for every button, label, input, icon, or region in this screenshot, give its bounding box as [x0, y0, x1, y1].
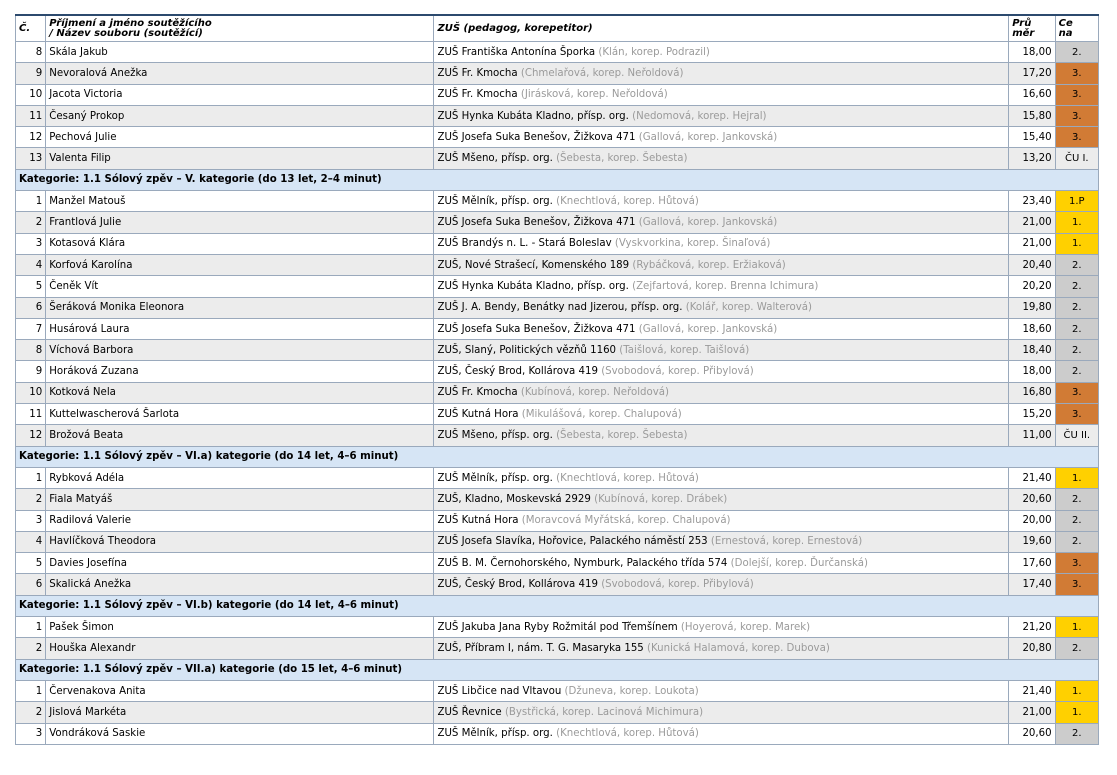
prize-badge: 3.: [1055, 105, 1098, 126]
teacher-info: (Ernestová, korep. Ernestová): [710, 536, 863, 548]
prize-badge: 1.P: [1055, 191, 1098, 212]
contestant-name: Česaný Prokop: [46, 105, 434, 126]
school-cell: [434, 84, 1009, 105]
average-score: 21,40: [1009, 467, 1055, 488]
average-score: 21,00: [1009, 212, 1055, 233]
school-cell: [434, 531, 1009, 552]
average-score: 23,40: [1009, 191, 1055, 212]
school-cell: [434, 191, 1009, 212]
average-score: 21,00: [1009, 233, 1055, 254]
table-row: [16, 191, 1099, 212]
teacher-info: (Bystřická, korep. Lacinová Michimura): [504, 706, 704, 718]
school-name: ZUŠ Mšeno, přísp. org.: [437, 153, 553, 165]
table-row: [16, 233, 1099, 254]
school-name: ZUŠ Josefa Suka Benešov, Žižkova 471: [437, 323, 636, 335]
school-cell: [434, 42, 1009, 63]
entry-number: 8: [16, 42, 46, 63]
prize-badge: 1.: [1055, 212, 1098, 233]
entry-number: 5: [16, 276, 46, 297]
average-score: 18,60: [1009, 318, 1055, 339]
prize-badge: 2.: [1055, 276, 1098, 297]
prize-badge: 3.: [1055, 574, 1098, 595]
school-name: ZUŠ, Nové Strašecí, Komenského 189: [437, 259, 630, 271]
table-row: [16, 489, 1099, 510]
table-row: [16, 340, 1099, 361]
teacher-info: (Gallová, korep. Jankovská): [638, 323, 778, 335]
table-row: [16, 361, 1099, 382]
teacher-info: (Chmelařová, korep. Neřoldová): [520, 67, 684, 79]
average-score: 20,40: [1009, 254, 1055, 275]
col-header-number: Č.: [16, 15, 46, 42]
prize-badge: 3.: [1055, 382, 1098, 403]
school-name: ZUŠ, Český Brod, Kollárova 419: [437, 579, 598, 591]
school-name: ZUŠ Mělník, přísp. org.: [437, 728, 553, 740]
category-row: [16, 659, 1099, 680]
average-score: 20,60: [1009, 489, 1055, 510]
school-cell: [434, 489, 1009, 510]
teacher-info: (Taišlová, korep. Taišlová): [619, 344, 750, 356]
entry-number: 10: [16, 84, 46, 105]
average-score: 18,00: [1009, 42, 1055, 63]
entry-number: 4: [16, 254, 46, 275]
school-name: ZUŠ J. A. Bendy, Benátky nad Jizerou, přísp. org.: [437, 302, 683, 314]
teacher-info: (Kubínová, korep. Neřoldová): [520, 387, 670, 399]
entry-number: 1: [16, 467, 46, 488]
contestant-name: Manžel Matouš: [46, 191, 434, 212]
contestant-name: Čeněk Vít: [46, 276, 434, 297]
prize-badge: 3.: [1055, 553, 1098, 574]
average-score: 20,20: [1009, 276, 1055, 297]
contestant-name: Havlíčková Theodora: [46, 531, 434, 552]
average-score: 21,00: [1009, 702, 1055, 723]
category-label: Kategorie: 1.1 Sólový zpěv – VI.a) kategorie (do 14 let, 4–6 minut): [16, 446, 1099, 467]
entry-number: 11: [16, 105, 46, 126]
entry-number: 4: [16, 531, 46, 552]
school-name: ZUŠ Jakuba Jana Ryby Rožmitál pod Třemšínem: [437, 621, 678, 633]
table-row: [16, 553, 1099, 574]
entry-number: 6: [16, 297, 46, 318]
teacher-info: (Džuneva, korep. Loukota): [564, 685, 699, 697]
average-score: 20,00: [1009, 510, 1055, 531]
category-label: Kategorie: 1.1 Sólový zpěv – VII.a) kategorie (do 15 let, 4–6 minut): [16, 659, 1099, 680]
table-row: [16, 680, 1099, 701]
prize-badge: ČU I.: [1055, 148, 1098, 169]
prize-badge: 1.: [1055, 702, 1098, 723]
entry-number: 5: [16, 553, 46, 574]
entry-number: 10: [16, 382, 46, 403]
entry-number: 13: [16, 148, 46, 169]
teacher-info: (Mikulášová, korep. Chalupová): [521, 408, 682, 420]
prize-badge: 2.: [1055, 531, 1098, 552]
teacher-info: (Jirásková, korep. Neřoldová): [520, 89, 668, 101]
prize-badge: 2.: [1055, 723, 1098, 744]
table-row: [16, 382, 1099, 403]
average-score: 19,80: [1009, 297, 1055, 318]
teacher-info: (Kolář, korep. Walterová): [685, 302, 812, 314]
school-cell: [434, 318, 1009, 339]
contestant-name: Valenta Filip: [46, 148, 434, 169]
average-score: 16,80: [1009, 382, 1055, 403]
contestant-name: Frantlová Julie: [46, 212, 434, 233]
table-row: [16, 42, 1099, 63]
average-score: 21,40: [1009, 680, 1055, 701]
school-cell: [434, 212, 1009, 233]
entry-number: 9: [16, 63, 46, 84]
teacher-info: (Šebesta, korep. Šebesta): [556, 429, 688, 441]
teacher-info: (Klán, korep. Podrazil): [598, 46, 710, 58]
average-score: 18,00: [1009, 361, 1055, 382]
contestant-name: Kotasová Klára: [46, 233, 434, 254]
table-header-row: [16, 15, 1099, 42]
table-row: [16, 254, 1099, 275]
school-cell: [434, 63, 1009, 84]
school-cell: [434, 105, 1009, 126]
table-row: [16, 276, 1099, 297]
school-cell: [434, 404, 1009, 425]
school-name: ZUŠ Hynka Kubáta Kladno, přísp. org.: [437, 280, 629, 292]
school-cell: [434, 574, 1009, 595]
school-name: ZUŠ, Kladno, Moskevská 2929: [437, 493, 591, 505]
contestant-name: Radilová Valerie: [46, 510, 434, 531]
average-score: 16,60: [1009, 84, 1055, 105]
entry-number: 11: [16, 404, 46, 425]
contestant-name: Fiala Matyáš: [46, 489, 434, 510]
entry-number: 1: [16, 617, 46, 638]
school-cell: [434, 702, 1009, 723]
average-score: 15,80: [1009, 105, 1055, 126]
prize-badge: 2.: [1055, 340, 1098, 361]
teacher-info: (Moravcová Myřátská, korep. Chalupová): [521, 515, 731, 527]
teacher-info: (Vyskvorkina, korep. Šinaľová): [614, 238, 771, 250]
col-header-school: ZUŠ (pedagog, korepetitor): [434, 15, 1009, 42]
teacher-info: (Gallová, korep. Jankovská): [638, 217, 778, 229]
contestant-name: Husárová Laura: [46, 318, 434, 339]
teacher-info: (Šebesta, korep. Šebesta): [556, 153, 688, 165]
school-cell: [434, 510, 1009, 531]
table-row: [16, 723, 1099, 744]
entry-number: 2: [16, 489, 46, 510]
school-name: ZUŠ Libčice nad Vltavou: [437, 685, 562, 697]
entry-number: 2: [16, 702, 46, 723]
school-cell: [434, 723, 1009, 744]
contestant-name: Brožová Beata: [46, 425, 434, 446]
school-name: ZUŠ Řevnice: [437, 706, 502, 718]
entry-number: 3: [16, 510, 46, 531]
average-score: 15,40: [1009, 127, 1055, 148]
table-row: [16, 467, 1099, 488]
teacher-info: (Hoyerová, korep. Marek): [680, 621, 811, 633]
entry-number: 3: [16, 233, 46, 254]
prize-badge: 2.: [1055, 489, 1098, 510]
prize-badge: 2.: [1055, 297, 1098, 318]
results-body: [16, 42, 1099, 745]
school-name: ZUŠ Josefa Suka Benešov, Žižkova 471: [437, 131, 636, 143]
average-score: 13,20: [1009, 148, 1055, 169]
contestant-name: Červenakova Anita: [46, 680, 434, 701]
average-score: 20,60: [1009, 723, 1055, 744]
teacher-info: (Nedomová, korep. Hejral): [632, 110, 767, 122]
contestant-name: Kuttelwascherová Šarlota: [46, 404, 434, 425]
entry-number: 7: [16, 318, 46, 339]
category-row: [16, 595, 1099, 616]
table-row: [16, 404, 1099, 425]
school-cell: [434, 127, 1009, 148]
prize-badge: 3.: [1055, 84, 1098, 105]
entry-number: 2: [16, 212, 46, 233]
school-name: ZUŠ Mělník, přísp. org.: [437, 195, 553, 207]
school-name: ZUŠ Josefa Suka Benešov, Žižkova 471: [437, 217, 636, 229]
school-name: ZUŠ B. M. Černohorského, Nymburk, Palackého třída 574: [437, 557, 728, 569]
school-name: ZUŠ Brandýs n. L. - Stará Boleslav: [437, 238, 612, 250]
teacher-info: (Dolejší, korep. Ďurčanská): [730, 557, 868, 569]
average-score: 21,20: [1009, 617, 1055, 638]
school-cell: [434, 297, 1009, 318]
table-row: [16, 617, 1099, 638]
school-name: ZUŠ Mšeno, přísp. org.: [437, 429, 553, 441]
prize-badge: 1.: [1055, 233, 1098, 254]
entry-number: 12: [16, 425, 46, 446]
school-name: ZUŠ Kutná Hora: [437, 515, 519, 527]
teacher-info: (Gallová, korep. Jankovská): [638, 131, 778, 143]
school-cell: [434, 233, 1009, 254]
category-row: [16, 446, 1099, 467]
prize-badge: 3.: [1055, 63, 1098, 84]
contestant-name: Horáková Zuzana: [46, 361, 434, 382]
category-label: Kategorie: 1.1 Sólový zpěv – V. kategorie (do 13 let, 2–4 minut): [16, 169, 1099, 190]
teacher-info: (Knechtlová, korep. Hůtová): [556, 195, 699, 207]
teacher-info: (Knechtlová, korep. Hůtová): [556, 728, 699, 740]
prize-badge: 1.: [1055, 680, 1098, 701]
table-row: [16, 702, 1099, 723]
school-name: ZUŠ Fr. Kmocha: [437, 67, 518, 79]
school-name: ZUŠ, Slaný, Politických vězňů 1160: [437, 344, 617, 356]
contestant-name: Pašek Šimon: [46, 617, 434, 638]
table-row: [16, 425, 1099, 446]
col-header-average: Prů měr: [1009, 15, 1055, 42]
category-row: [16, 169, 1099, 190]
average-score: 18,40: [1009, 340, 1055, 361]
average-score: 17,60: [1009, 553, 1055, 574]
prize-badge: 2.: [1055, 254, 1098, 275]
table-row: [16, 318, 1099, 339]
average-score: 15,20: [1009, 404, 1055, 425]
prize-badge: 1.: [1055, 617, 1098, 638]
average-score: 20,80: [1009, 638, 1055, 659]
school-name: ZUŠ Fr. Kmocha: [437, 387, 518, 399]
prize-badge: 1.: [1055, 467, 1098, 488]
teacher-info: (Svobodová, korep. Přibylová): [601, 579, 754, 591]
table-row: [16, 531, 1099, 552]
school-name: ZUŠ, Český Brod, Kollárova 419: [437, 366, 598, 378]
school-name: ZUŠ Josefa Slavíka, Hořovice, Palackého náměstí 253: [437, 536, 708, 548]
entry-number: 1: [16, 680, 46, 701]
prize-badge: 3.: [1055, 127, 1098, 148]
school-cell: [434, 276, 1009, 297]
col-header-prize: Ce na: [1055, 15, 1098, 42]
entry-number: 12: [16, 127, 46, 148]
contestant-name: Davies Josefína: [46, 553, 434, 574]
school-cell: [434, 553, 1009, 574]
table-row: [16, 212, 1099, 233]
school-cell: [434, 361, 1009, 382]
school-cell: [434, 340, 1009, 361]
contestant-name: Víchová Barbora: [46, 340, 434, 361]
contestant-name: Kotková Nela: [46, 382, 434, 403]
prize-badge: 2.: [1055, 318, 1098, 339]
table-row: [16, 148, 1099, 169]
school-cell: [434, 425, 1009, 446]
contestant-name: Skalická Anežka: [46, 574, 434, 595]
entry-number: 9: [16, 361, 46, 382]
prize-badge: 2.: [1055, 638, 1098, 659]
contestant-name: Pechová Julie: [46, 127, 434, 148]
school-cell: [434, 254, 1009, 275]
teacher-info: (Kubínová, korep. Drábek): [594, 493, 728, 505]
prize-badge: ČU II.: [1055, 425, 1098, 446]
entry-number: 3: [16, 723, 46, 744]
table-row: [16, 105, 1099, 126]
contestant-name: Vondráková Saskie: [46, 723, 434, 744]
table-row: [16, 63, 1099, 84]
school-cell: [434, 638, 1009, 659]
contestant-name: Šeráková Monika Eleonora: [46, 297, 434, 318]
school-name: ZUŠ Fr. Kmocha: [437, 89, 518, 101]
contestant-name: Skála Jakub: [46, 42, 434, 63]
school-name: ZUŠ Mělník, přísp. org.: [437, 472, 553, 484]
contestant-name: Nevoralová Anežka: [46, 63, 434, 84]
teacher-info: (Kunická Halamová, korep. Dubova): [647, 642, 830, 654]
contestant-name: Houška Alexandr: [46, 638, 434, 659]
prize-badge: 2.: [1055, 510, 1098, 531]
average-score: 17,20: [1009, 63, 1055, 84]
average-score: 19,60: [1009, 531, 1055, 552]
entry-number: 1: [16, 191, 46, 212]
school-cell: [434, 467, 1009, 488]
teacher-info: (Svobodová, korep. Přibylová): [601, 366, 754, 378]
entry-number: 6: [16, 574, 46, 595]
table-row: [16, 638, 1099, 659]
average-score: 17,40: [1009, 574, 1055, 595]
average-score: 11,00: [1009, 425, 1055, 446]
prize-badge: 3.: [1055, 404, 1098, 425]
entry-number: 2: [16, 638, 46, 659]
contestant-name: Jislová Markéta: [46, 702, 434, 723]
table-row: [16, 574, 1099, 595]
results-table: [15, 14, 1099, 745]
contestant-name: Korfová Karolína: [46, 254, 434, 275]
table-row: [16, 510, 1099, 531]
school-name: ZUŠ Kutná Hora: [437, 408, 519, 420]
table-row: [16, 297, 1099, 318]
table-row: [16, 84, 1099, 105]
prize-badge: 2.: [1055, 361, 1098, 382]
school-cell: [434, 382, 1009, 403]
category-label: Kategorie: 1.1 Sólový zpěv – VI.b) kategorie (do 14 let, 4–6 minut): [16, 595, 1099, 616]
contestant-name: Rybková Adéla: [46, 467, 434, 488]
contestant-name: Jacota Victoria: [46, 84, 434, 105]
school-name: ZUŠ, Příbram I, nám. T. G. Masaryka 155: [437, 642, 644, 654]
school-name: ZUŠ Františka Antonína Šporka: [437, 46, 596, 58]
entry-number: 8: [16, 340, 46, 361]
prize-badge: 2.: [1055, 42, 1098, 63]
school-name: ZUŠ Hynka Kubáta Kladno, přísp. org.: [437, 110, 629, 122]
teacher-info: (Zejfartová, korep. Brenna Ichimura): [632, 280, 819, 292]
school-cell: [434, 617, 1009, 638]
teacher-info: (Rybáčková, korep. Eržiaková): [632, 259, 786, 271]
table-row: [16, 127, 1099, 148]
school-cell: [434, 148, 1009, 169]
col-header-name: Příjmení a jméno soutěžícího / Název souboru (soutěžící): [46, 15, 434, 42]
teacher-info: (Knechtlová, korep. Hůtová): [556, 472, 699, 484]
school-cell: [434, 680, 1009, 701]
